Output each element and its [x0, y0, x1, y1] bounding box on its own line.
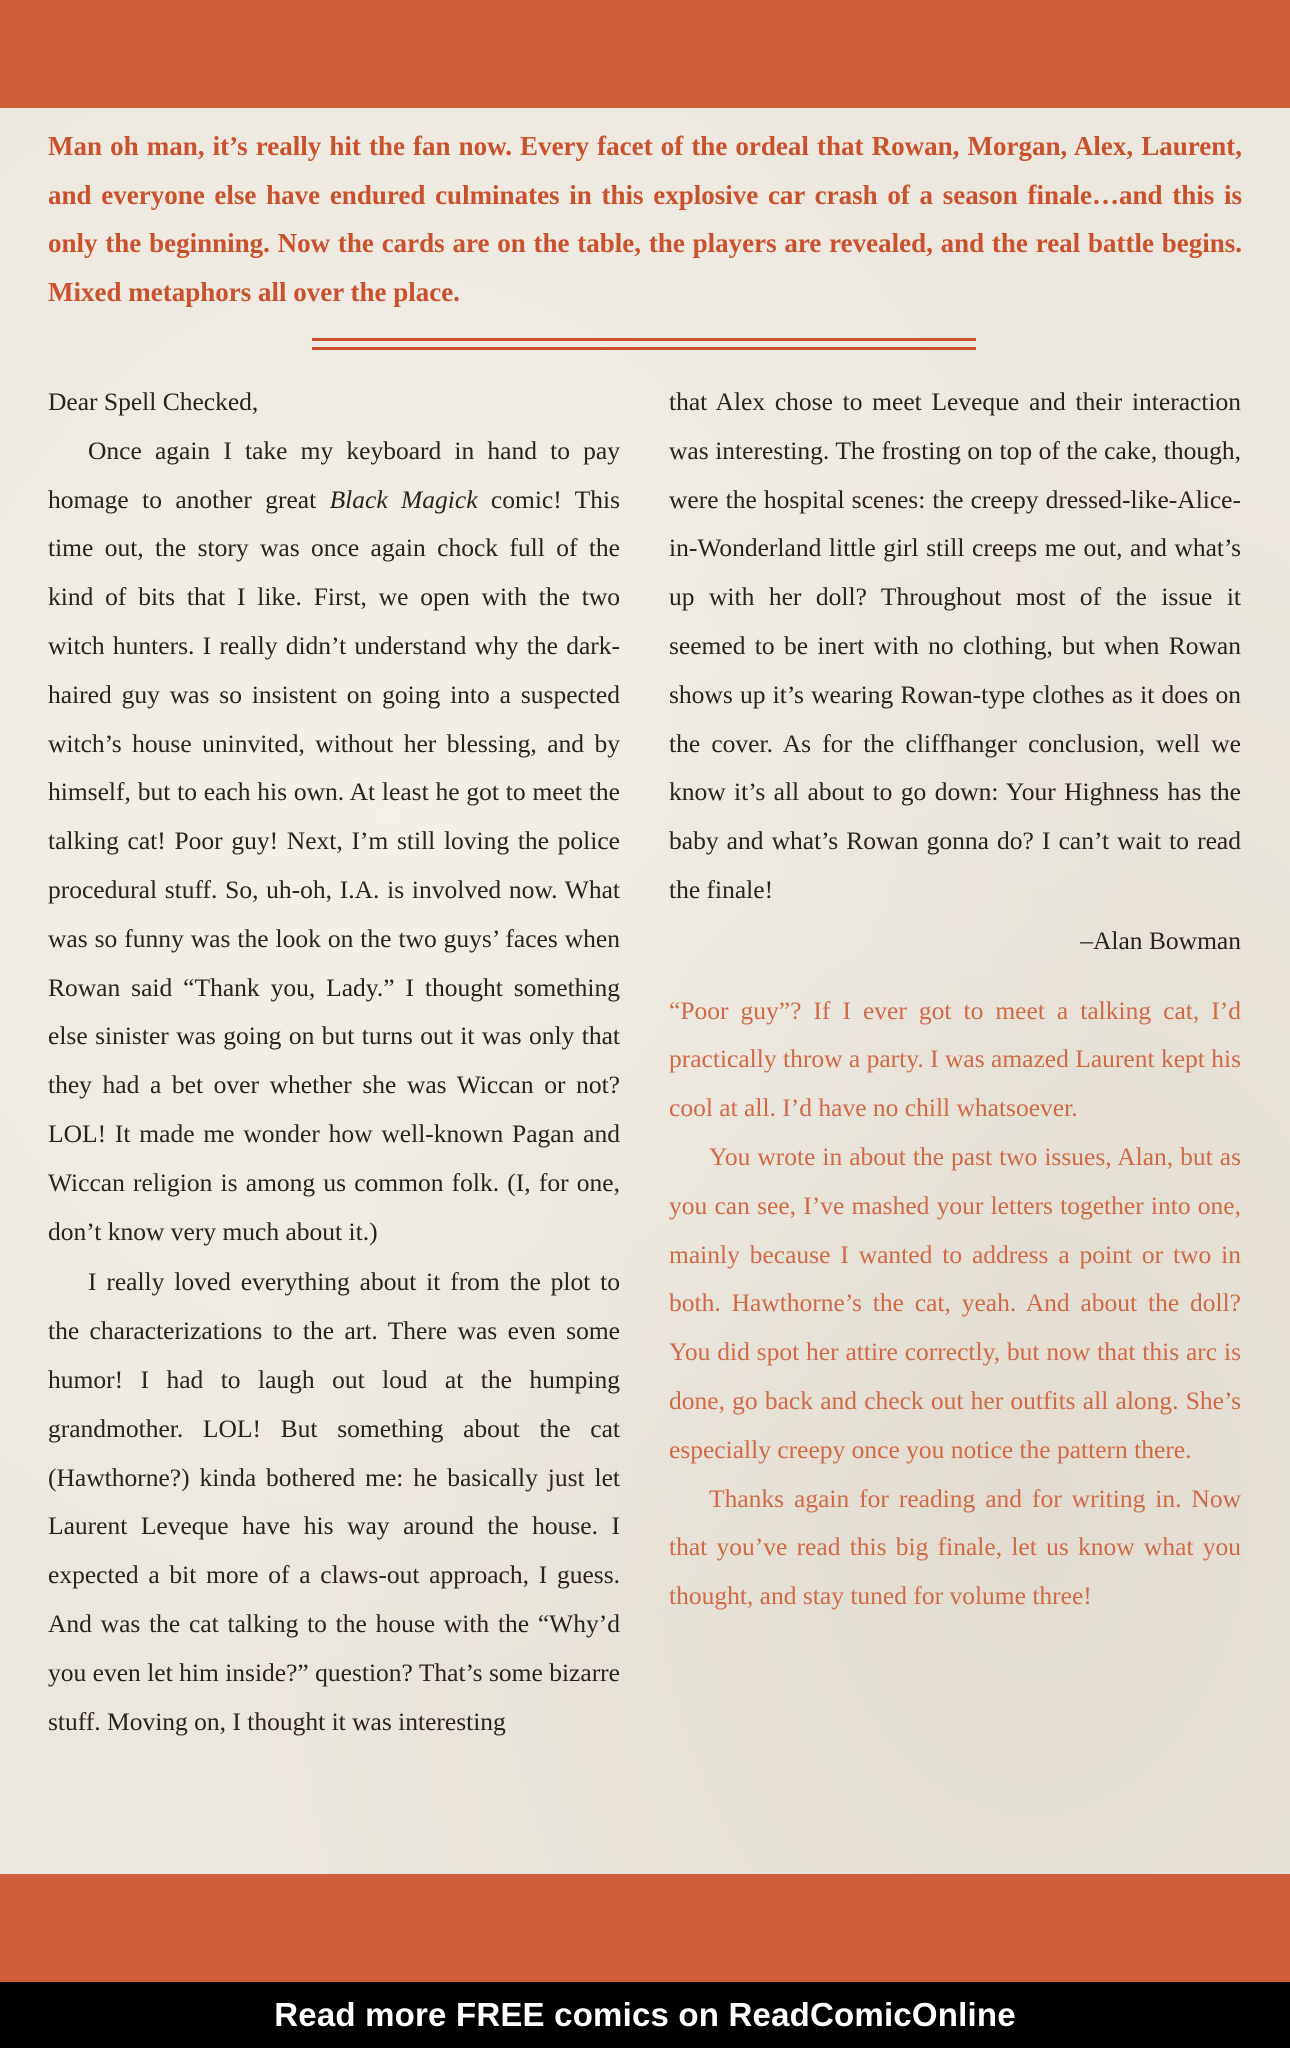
- left-column: [48, 378, 620, 1746]
- bottom-color-band: [0, 1874, 1290, 1982]
- reply-paragraph-1: “Poor guy”? If I ever got to meet a talking cat, I’d practically throw a party. I was amazed Laurent kept his cool at all. I’d have no chill whatsoever.: [669, 995, 1241, 1123]
- letter-paragraph-1: [48, 427, 620, 1257]
- right-column: [669, 378, 1241, 1621]
- intro-blurb: [48, 122, 1242, 316]
- rule-line-bottom: [312, 347, 976, 350]
- letter-paragraph-2-end: that Alex chose to meet Leveque and their interaction was interesting. The frosting on top of the cake, though, were the hospital scenes: the creepy dressed-like-Alice-in-Wonderland little girl still creeps me out, and what’s up with her doll? Throughout most of the issue it seemed to be inert with no clothing, but when Rowan shows up it’s wearing Rowan-type clothes as it does on the cover. As for the cliffhanger conclusion, well we know it’s all about to go down: Your Highness has the baby and what’s Rowan gonna do? I can’t wait to read the finale!: [669, 387, 1241, 904]
- footer-banner[interactable]: [0, 1982, 1290, 2048]
- rule-line-top: [312, 338, 976, 341]
- comic-title: Black Magick: [329, 484, 478, 514]
- footer-link-text[interactable]: Read more FREE comics on ReadComicOnline: [274, 1996, 1016, 2033]
- reply-paragraph-2: You wrote in about the past two issues, Alan, but as you can see, I’ve mashed your letters together into one, mainly because I wanted to address a point or two in both. Hawthorne’s the cat, yeah. And about the doll? You did spot her attire correctly, but now that this arc is done, go back and check out her outfits all along. She’s especially creepy once you notice the pattern there.: [669, 1141, 1241, 1464]
- editor-reply: [669, 987, 1241, 1621]
- top-color-band: [0, 0, 1290, 108]
- reply-paragraph-3: Thanks again for reading and for writing in. Now that you’ve read this big finale, let us know what you thought, and stay tuned for volume three!: [669, 1483, 1241, 1611]
- intro-text: Man oh man, it’s really hit the fan now. Every facet of the ordeal that Rowan, Morgan, Alex, Laurent, and everyone else have endured culminates in this explosive car crash of a season finale…and this is only the beginning. Now the cards are on the table, the players are revealed, and the real battle begins. Mixed metaphors all over the place.: [48, 131, 1242, 307]
- double-rule-divider: [312, 337, 976, 353]
- letter-p1-end: comic! This time out, the story was once again chock full of the kind of bits that I like. First, we open with the two witch hunters. I really didn’t understand why the dark-haired guy was so insistent on going into a suspected witch’s house uninvited, without her blessing, and by himself, but to each his own. At least he got to meet the talking cat! Poor guy! Next, I’m still loving the police procedural stuff. So, uh-oh, I.A. is involved now. What was so funny was the look on the two guys’ faces when Rowan said “Thank you, Lady.” I thought something else sinister was going on but turns out it was only that they had a bet over whether she was Wiccan or not? LOL! It made me wonder how well-known Pagan and Wiccan religion is among us common folk. (I, for one, don’t know very much about it.): [48, 484, 621, 1246]
- letter-salutation: Dear Spell Checked,: [48, 387, 259, 416]
- letter-paragraph-2-start: I really loved everything about it from the plot to the characterizations to the art. There was even some humor! I had to laugh out loud at the humping grandmother. LOL! But something about the cat (Hawthorne?) kinda bothered me: he basically just let Laurent Leveque have his way around the house. I expected a bit more of a claws-out approach, I guess. And was the cat talking to the house with the “Why’d you even let him inside?” question? That’s some bizarre stuff. Moving on, I thought it was interesting: [48, 1267, 620, 1736]
- letter-p1-start: Once again I take my keyboard in hand to pay homage to another great: [48, 435, 620, 514]
- letter-signature: –Alan Bowman: [1080, 925, 1241, 955]
